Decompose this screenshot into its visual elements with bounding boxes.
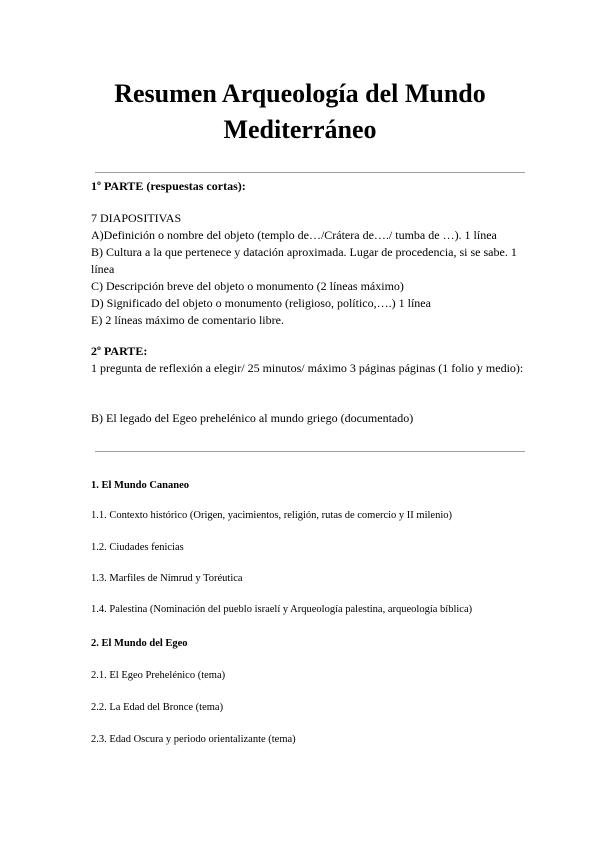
toc-item-1-1: 1.1. Contexto histórico (Origen, yacimientos, religión, rutas de comercio y II milenio) (91, 510, 452, 521)
toc-item-2-2: 2.2. La Edad del Bronce (tema) (91, 702, 224, 713)
toc-item-2-3: 2.3. Edad Oscura y periodo orientalizante (tema) (91, 734, 296, 745)
toc-item-1-2: 1.2. Ciudades fenicias (91, 542, 184, 553)
part1-item-c: C) Descripción breve del objeto o monumento (2 líneas máximo) (91, 279, 404, 293)
part1-list (91, 210, 529, 329)
part1-item-e: E) 2 líneas máximo de comentario libre. (91, 313, 284, 327)
divider-bottom (95, 451, 525, 452)
part1-item-a: A)Definición o nombre del objeto (templo de…/Crátera de…./ tumba de …). 1 línea (91, 228, 497, 242)
part1-heading: 1º PARTE (respuestas cortas): (91, 179, 246, 193)
toc-section-2: 2. El Mundo del Egeo (91, 638, 188, 649)
part2-question: 1 pregunta de reflexión a elegir/ 25 minutos/ máximo 3 páginas páginas (1 folio y medio): (91, 361, 524, 375)
part1-item-slides: 7 DIAPOSITIVAS (91, 211, 182, 225)
divider-top (95, 172, 525, 173)
part2-heading: 2º PARTE: (91, 344, 148, 358)
document-title: Resumen Arqueología del Mundo Mediterráneo (114, 79, 486, 144)
toc-item-1-4: 1.4. Palestina (Nominación del pueblo israelí y Arqueología palestina, arqueología bíblica) (91, 604, 473, 615)
toc-item-2-1: 2.1. El Egeo Prehelénico (tema) (91, 670, 226, 681)
part2-option-b: B) El legado del Egeo prehelénico al mundo griego (documentado) (91, 411, 414, 425)
part1-item-b: B) Cultura a la que pertenece y datación aproximada. Lugar de procedencia, si se sabe. 1 línea (91, 245, 517, 276)
toc-item-1-3: 1.3. Marfiles de Nimrud y Toréutica (91, 573, 243, 584)
toc-section-1: 1. El Mundo Cananeo (91, 480, 190, 491)
part1-item-d: D) Significado del objeto o monumento (religioso, político,….) 1 línea (91, 296, 431, 310)
